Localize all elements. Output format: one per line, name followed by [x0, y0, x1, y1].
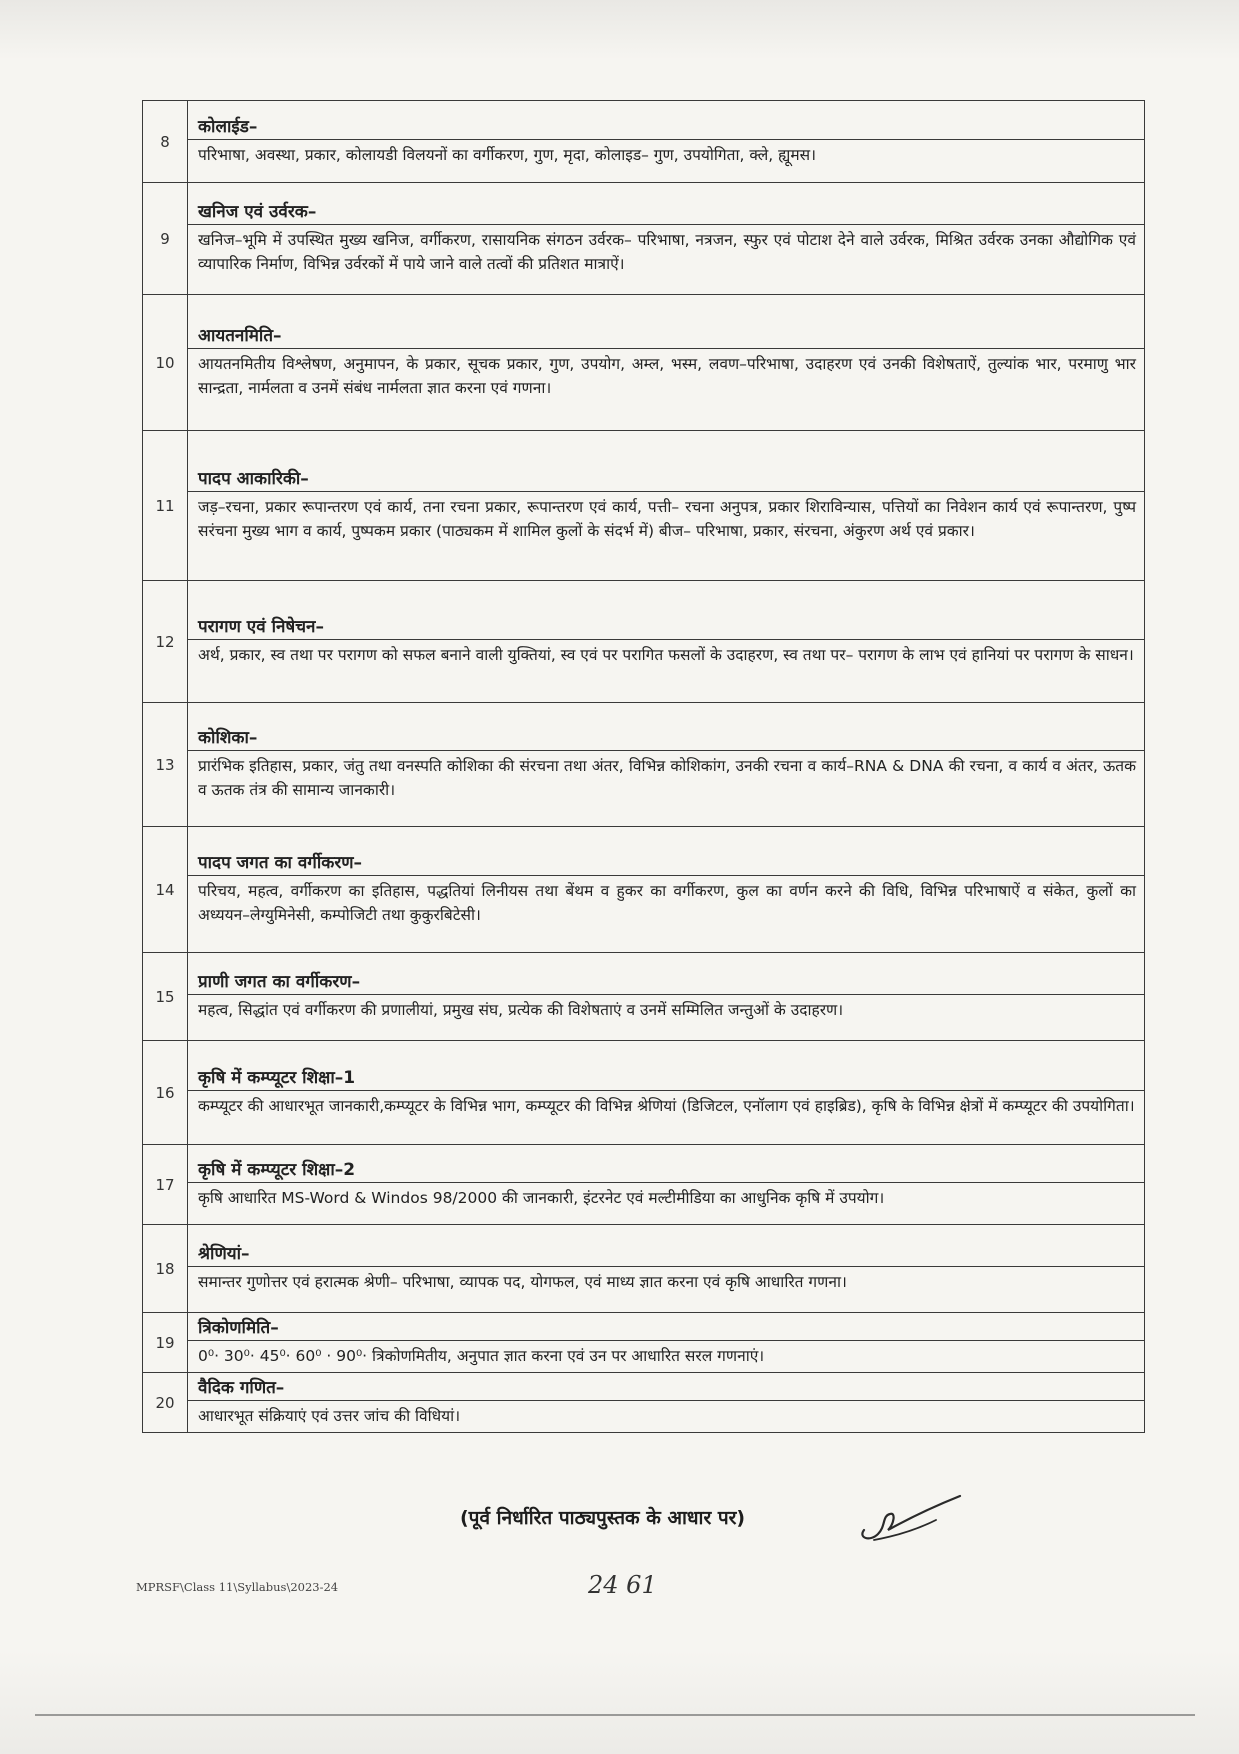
topic-description: कम्प्यूटर की आधारभूत जानकारी,कम्प्यूटर के विभिन्न भाग, कम्प्यूटर की विभिन्न श्रेणियां (डिजिटल, एनॉलाग एवं हाइब्रिड), कृषि के विभिन्न क्षेत्रों में कम्प्यूटर की उपयोगिता। — [198, 1097, 1135, 1115]
table-row — [143, 295, 1145, 431]
topic-description: कृषि आधारित MS-Word & Windos 98/2000 की जानकारी, इंटरनेट एवं मल्टीमीडिया का आधुनिक कृषि में उपयोग। — [198, 1189, 885, 1207]
topic-title: प्राणी जगत का वर्गीकरण– — [188, 967, 1144, 995]
footer-note: (पूर्व निर्धारित पाठ्यपुस्तक के आधार पर) — [460, 1507, 746, 1529]
table-row — [143, 183, 1145, 295]
topic-title: कोशिका– — [188, 723, 1144, 751]
row-number: 12 — [143, 581, 188, 703]
row-content — [188, 295, 1145, 431]
topic-title: परागण एवं निषेचन– — [188, 612, 1144, 640]
table-row — [143, 1373, 1145, 1433]
topic-description: परिचय, महत्व, वर्गीकरण का इतिहास, पद्धतियां लिनीयस तथा बेंथम व हुकर का वर्गीकरण, कुल का वर्णन करने की विधि, विभिन्न परिभाषाऐं व संकेत, कुलों का अध्ययन–लेग्युमिनेसी, कम्पोजिटी तथा कुकुरबिटेसी। — [198, 882, 1136, 924]
row-content — [188, 1041, 1145, 1145]
signature-icon — [856, 1490, 966, 1550]
topic-title: कृषि में कम्प्यूटर शिक्षा–2 — [188, 1155, 1144, 1183]
row-content — [188, 827, 1145, 953]
row-number: 11 — [143, 431, 188, 581]
topic-description: खनिज–भूमि में उपस्थित मुख्य खनिज, वर्गीकरण, रासायनिक संगठन उर्वरक– परिभाषा, नत्रजन, स्फुर एवं पोटाश देने वाले उर्वरक, मिश्रित उर्वरक उनका औद्योगिक एवं व्यापारिक निर्माण, विभिन्न उर्वरकों में पाये जाने वाले तत्वों की प्रतिशत मात्राऐं। — [198, 231, 1136, 273]
topic-description: महत्व, सिद्धांत एवं वर्गीकरण की प्रणालीयां, प्रमुख संघ, प्रत्येक की विशेषताएं व उनमें सम्मिलित जन्तुओं के उदाहरण। — [198, 1001, 844, 1019]
table-row — [143, 953, 1145, 1041]
row-content — [188, 1225, 1145, 1313]
topic-description: 0⁰· 30⁰· 45⁰· 60⁰ · 90⁰· त्रिकोणमितीय, अनुपात ज्ञात करना एवं उन पर आधारित सरल गणनाएं। — [198, 1347, 765, 1365]
topic-title: त्रिकोणमिति– — [188, 1313, 1144, 1341]
topic-description: आयतनमितीय विश्लेषण, अनुमापन, के प्रकार, सूचक प्रकार, गुण, उपयोग, अम्ल, भस्म, लवण–परिभाषा, उदाहरण एवं उनकी विशेषताऐं, तुल्यांक भार, परमाणु भार सान्द्रता, नार्मलता व उनमें संबंध नार्मलता ज्ञात करना एवं गणना। — [198, 355, 1136, 397]
row-number: 18 — [143, 1225, 188, 1313]
row-number: 8 — [143, 101, 188, 183]
row-number: 10 — [143, 295, 188, 431]
row-number: 19 — [143, 1313, 188, 1373]
topic-title: श्रेणियां– — [188, 1239, 1144, 1267]
row-content — [188, 101, 1145, 183]
table-row — [143, 827, 1145, 953]
table-row — [143, 1145, 1145, 1225]
topic-description: प्रारंभिक इतिहास, प्रकार, जंतु तथा वनस्पति कोशिका की संरचना तथा अंतर, विभिन्न कोशिकांग, उनकी रचना व कार्य–RNA & DNA की रचना, व कार्य व अंतर, ऊतक व ऊतक तंत्र की सामान्य जानकारी। — [198, 757, 1136, 799]
topic-description: समान्तर गुणोत्तर एवं हरात्मक श्रेणी– परिभाषा, व्यापक पद, योगफल, एवं माध्य ज्ञात करना एवं कृषि आधारित गणना। — [198, 1273, 847, 1291]
row-content — [188, 431, 1145, 581]
table-row — [143, 581, 1145, 703]
row-content — [188, 183, 1145, 295]
topic-description: अर्थ, प्रकार, स्व तथा पर परागण को सफल बनाने वाली युक्तियां, स्व एवं पर परागित फसलों के उदाहरण, स्व तथा पर– परागण के लाभ एवं हानियां पर परागण के साधन। — [198, 646, 1134, 664]
topic-description: परिभाषा, अवस्था, प्रकार, कोलायडी विलयनों का वर्गीकरण, गुण, मृदा, कोलाइड– गुण, उपयोगिता, क्ले, ह्यूमस। — [198, 146, 816, 164]
row-content — [188, 1313, 1145, 1373]
row-content — [188, 703, 1145, 827]
row-number: 9 — [143, 183, 188, 295]
topic-title: कोलाईड– — [188, 112, 1144, 140]
file-path: MPRSF\Class 11\Syllabus\2023-24 — [136, 1580, 339, 1594]
row-content — [188, 581, 1145, 703]
topic-title: पादप जगत का वर्गीकरण– — [188, 848, 1144, 876]
row-number: 17 — [143, 1145, 188, 1225]
table-row — [143, 1225, 1145, 1313]
row-content — [188, 1373, 1145, 1433]
topic-title: कृषि में कम्प्यूटर शिक्षा–1 — [188, 1063, 1144, 1091]
row-number: 15 — [143, 953, 188, 1041]
row-content — [188, 1145, 1145, 1225]
syllabus-table — [142, 100, 1145, 1433]
topic-description: आधारभूत संक्रियाएं एवं उत्तर जांच की विधियां। — [198, 1407, 461, 1425]
page-number: 24 61 — [588, 1571, 657, 1599]
topic-title: आयतनमिति– — [188, 321, 1144, 349]
row-number: 20 — [143, 1373, 188, 1433]
row-number: 16 — [143, 1041, 188, 1145]
topic-title: खनिज एवं उर्वरक– — [188, 197, 1144, 225]
table-row — [143, 1313, 1145, 1373]
topic-title: पादप आकारिकी– — [188, 464, 1144, 492]
row-number: 13 — [143, 703, 188, 827]
table-row — [143, 1041, 1145, 1145]
topic-title: वैदिक गणित– — [188, 1373, 1144, 1401]
row-content — [188, 953, 1145, 1041]
row-number: 14 — [143, 827, 188, 953]
table-row — [143, 101, 1145, 183]
table-row — [143, 703, 1145, 827]
table-row — [143, 431, 1145, 581]
bottom-divider — [35, 1714, 1195, 1716]
topic-description: जड़–रचना, प्रकार रूपान्तरण एवं कार्य, तना रचना प्रकार, रूपान्तरण एवं कार्य, पत्ती– रचना अनुपत्र, प्रकार शिराविन्यास, पत्तियों का निवेशन कार्य एवं रूपान्तरण, पुष्प सरंचना मुख्य भाग व कार्य, पुष्पकम प्रकार (पाठ्यकम में शामिल कुलों के संदर्भ में) बीज– परिभाषा, प्रकार, संरचना, अंकुरण अर्थ एवं प्रकार। — [198, 498, 1136, 540]
